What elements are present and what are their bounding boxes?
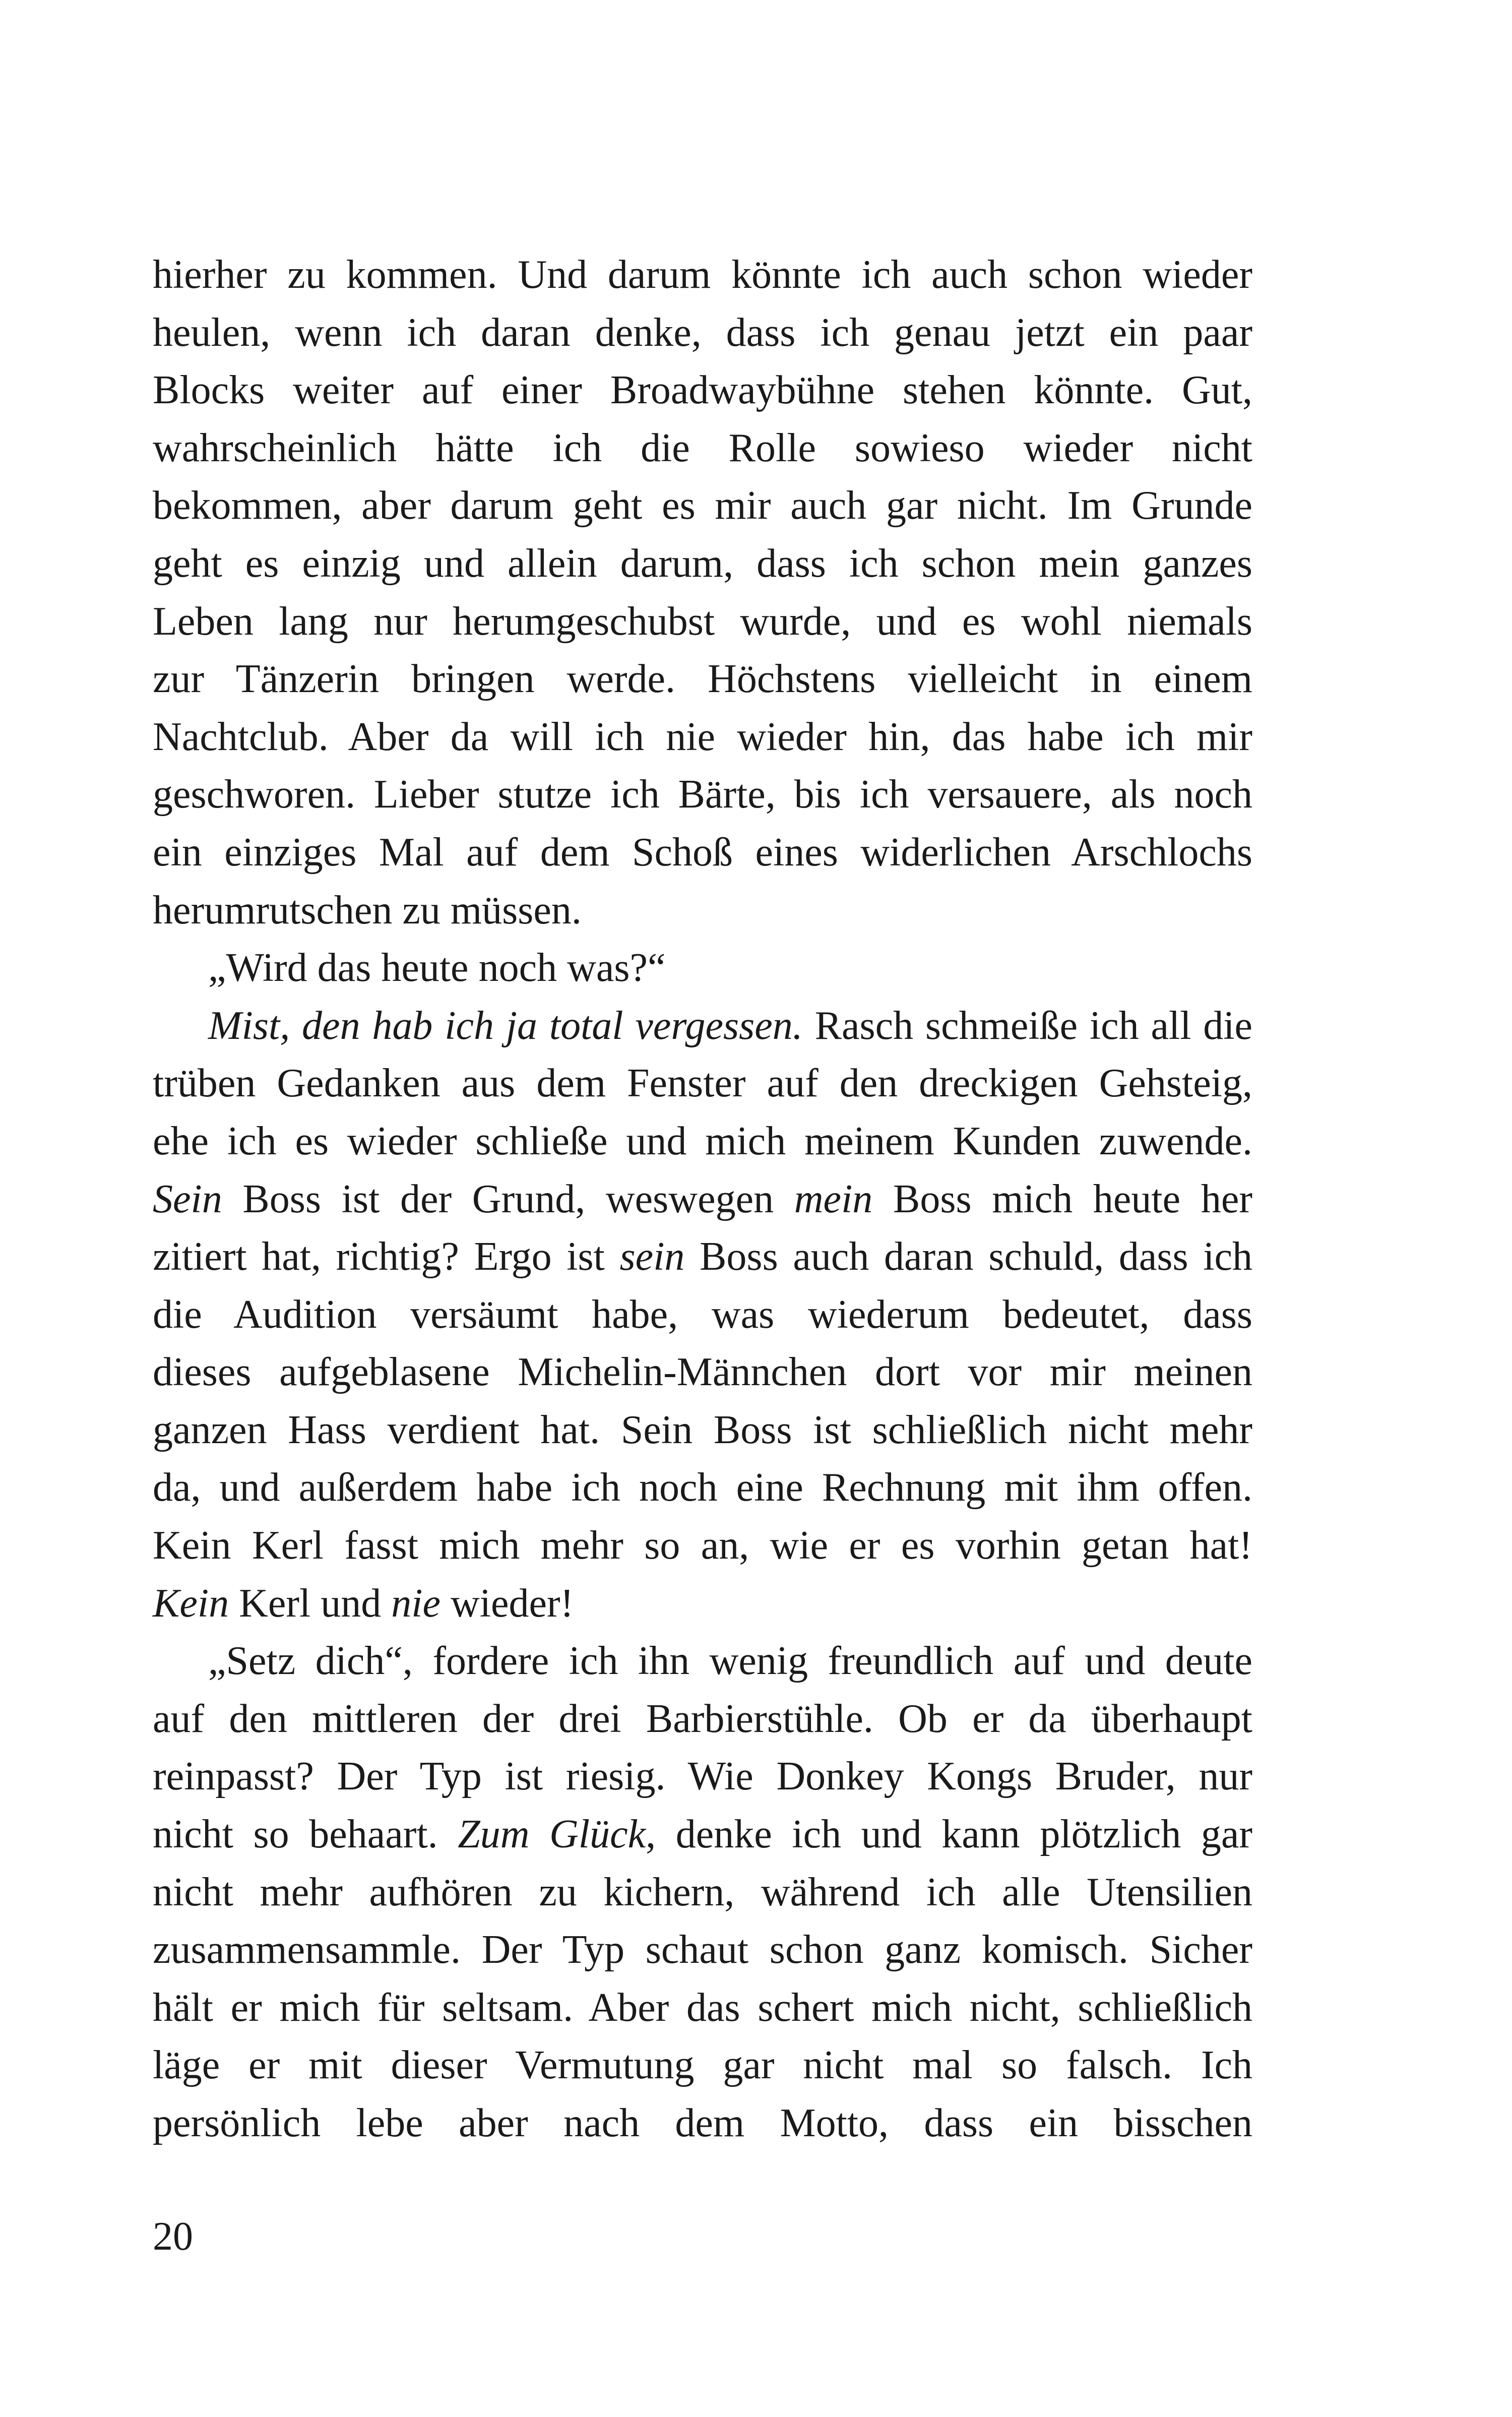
- text-line: [153, 1286, 1252, 1344]
- text-segment: trüben Gedanken aus dem Fenster auf den dreckigen Gehsteig,: [153, 1061, 1252, 1106]
- text-line: [153, 477, 1252, 535]
- text-segment: wieder!: [440, 1581, 574, 1626]
- text-line: [153, 304, 1252, 362]
- text-segment: Rasch schmeiße ich all die: [802, 1003, 1252, 1048]
- text-line: [153, 882, 1252, 940]
- text-segment: Blocks weiter auf einer Broadwaybühne stehen könnte. Gut,: [153, 368, 1252, 413]
- text-line: [153, 1748, 1252, 1806]
- text-line: [153, 1921, 1252, 1979]
- text-segment: hält er mich für seltsam. Aber das schert mich nicht, schließlich: [153, 1985, 1252, 2030]
- text-segment: Boss auch daran schuld, dass ich: [684, 1234, 1253, 1279]
- text-line: [153, 1806, 1252, 1864]
- text-segment: wahrscheinlich hätte ich die Rolle sowieso wieder nicht: [153, 425, 1252, 470]
- text-segment: ehe ich es wieder schließe und mich meinem Kunden zuwende.: [153, 1119, 1252, 1163]
- body-text: [153, 246, 1252, 2152]
- text-line: [153, 419, 1252, 477]
- text-line: [153, 1979, 1252, 2037]
- text-line: [153, 2036, 1252, 2094]
- text-segment: reinpasst? Der Typ ist riesig. Wie Donkey Kongs Bruder, nur: [153, 1754, 1252, 1799]
- text-segment: „Wird das heute noch was?“: [208, 946, 666, 990]
- text-line: [153, 1170, 1252, 1228]
- text-line: [153, 246, 1252, 304]
- text-segment: zusammensammle. Der Typ schaut schon ganz komisch. Sicher: [153, 1928, 1252, 1972]
- text-segment: Leben lang nur herumgeschubst wurde, und es wohl niemals: [153, 599, 1252, 644]
- text-segment: persönlich lebe aber nach dem Motto, dass ein bisschen: [153, 2101, 1252, 2145]
- text-line: [153, 939, 1252, 997]
- text-line: [153, 1112, 1252, 1170]
- text-segment: läge er mit dieser Vermutung gar nicht mal so falsch. Ich: [153, 2043, 1252, 2088]
- page-number: 20: [153, 2214, 193, 2259]
- text-line: [153, 1228, 1252, 1286]
- text-line: [153, 1690, 1252, 1748]
- text-segment: „Setz dich“, fordere ich ihn wenig freundlich auf und deute: [208, 1639, 1252, 1684]
- text-segment: geschworen. Lieber stutze ich Bärte, bis ich versauere, als noch: [153, 772, 1252, 817]
- text-line: [153, 535, 1252, 593]
- text-segment: nicht mehr aufhören zu kichern, während ich alle Utensilien: [153, 1870, 1252, 1914]
- text-line: [153, 1343, 1252, 1401]
- italic-text-segment: Mist, den hab ich ja total vergessen.: [208, 1003, 803, 1048]
- italic-text-segment: mein: [794, 1176, 873, 1221]
- text-line: [153, 650, 1252, 708]
- text-segment: nicht so behaart.: [153, 1812, 458, 1857]
- italic-text-segment: Kein: [153, 1581, 229, 1626]
- text-segment: Kein Kerl fasst mich mehr so an, wie er es vorhin getan hat!: [153, 1523, 1252, 1568]
- text-segment: , denke ich und kann plötzlich gar: [646, 1812, 1253, 1857]
- text-line: [153, 361, 1252, 419]
- italic-text-segment: nie: [391, 1581, 440, 1626]
- text-line: [153, 593, 1252, 651]
- text-segment: auf den mittleren der drei Barbierstühle. Ob er da überhaupt: [153, 1696, 1252, 1741]
- text-segment: ein einziges Mal auf dem Schoß eines widerlichen Arschlochs: [153, 830, 1252, 875]
- text-line: [153, 1517, 1252, 1575]
- text-segment: Kerl und: [229, 1581, 392, 1626]
- text-line: [153, 766, 1252, 824]
- text-line: [153, 1864, 1252, 1922]
- text-segment: bekommen, aber darum geht es mir auch gar nicht. Im Grunde: [153, 483, 1252, 528]
- text-segment: zur Tänzerin bringen werde. Höchstens vielleicht in einem: [153, 657, 1252, 702]
- text-line: [153, 1575, 1252, 1633]
- text-segment: die Audition versäumt habe, was wiederum bedeutet, dass: [153, 1292, 1252, 1337]
- italic-text-segment: Zum Glück: [458, 1812, 646, 1857]
- text-line: [153, 2094, 1252, 2152]
- text-line: [153, 1055, 1252, 1112]
- text-segment: Boss mich heute her: [872, 1176, 1252, 1221]
- text-line: [153, 824, 1252, 882]
- text-line: [153, 1401, 1252, 1459]
- text-line: [153, 708, 1252, 766]
- italic-text-segment: sein: [619, 1234, 685, 1279]
- text-line: [153, 1632, 1252, 1690]
- text-segment: zitiert hat, richtig? Ergo ist: [153, 1234, 620, 1279]
- text-segment: Boss ist der Grund, weswegen: [222, 1176, 794, 1221]
- text-segment: Nachtclub. Aber da will ich nie wieder hin, das habe ich mir: [153, 714, 1252, 759]
- text-segment: da, und außerdem habe ich noch eine Rechnung mit ihm offen.: [153, 1465, 1252, 1510]
- text-segment: herumrutschen zu müssen.: [153, 888, 582, 933]
- text-segment: hierher zu kommen. Und darum könnte ich auch schon wieder: [153, 253, 1252, 297]
- italic-text-segment: Sein: [153, 1176, 222, 1221]
- text-segment: ganzen Hass verdient hat. Sein Boss ist schließlich nicht mehr: [153, 1407, 1252, 1452]
- text-segment: geht es einzig und allein darum, dass ich schon mein ganzes: [153, 541, 1252, 586]
- text-segment: dieses aufgeblasene Michelin-Männchen dort vor mir meinen: [153, 1350, 1252, 1395]
- text-line: [153, 997, 1252, 1055]
- text-segment: heulen, wenn ich daran denke, dass ich genau jetzt ein paar: [153, 310, 1252, 355]
- text-line: [153, 1459, 1252, 1517]
